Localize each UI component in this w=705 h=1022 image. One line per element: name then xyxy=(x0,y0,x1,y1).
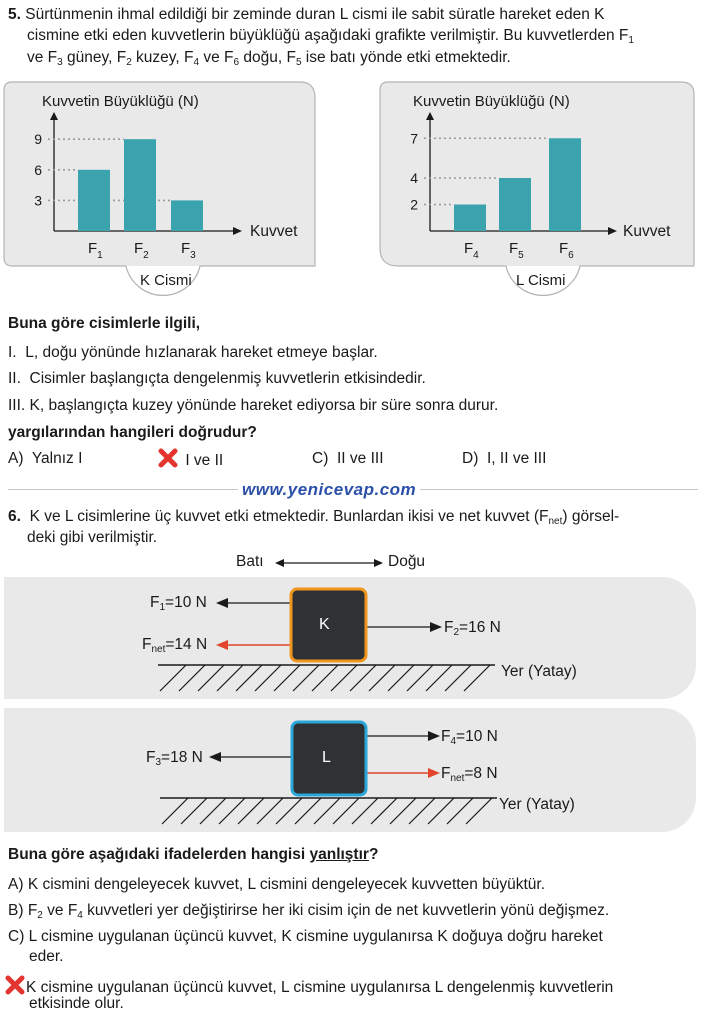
q5-text-1: Sürtünmenin ihmal edildiği bir zeminde duran L cismi ile sabit süratle hareket eden K xyxy=(25,6,605,23)
q6-question: Buna göre aşağıdaki ifadelerden hangisi yanlıştır? xyxy=(8,846,379,863)
q6-option-d[interactable]: K cismine uygulanan üçüncü kuvvet, L cismine uygulanırsa L dengelenmiş kuvvetlerin xyxy=(4,974,613,997)
q6-option-d-cont: etkisinde olur. xyxy=(29,995,124,1012)
force-f2-label: $F_2=16$ N xyxy=(444,619,501,638)
box-k-label: K xyxy=(319,616,330,633)
q5-line-3: ve $F_3$ güney, $F_2$ kuzey, $F_4$ ve $F_6$ doğu, $F_5$ ise batı yönde etki etmektedir. xyxy=(27,49,511,68)
force-f4-label: $F_4=10$ N xyxy=(441,728,498,747)
x-tick-label: $F_2$ xyxy=(134,240,149,261)
q5-number: 5. xyxy=(8,6,21,23)
x-tick-label: $F_5$ xyxy=(509,240,524,261)
force-fnet-k-label: $F_{net}=14$ N xyxy=(142,636,208,655)
direction-east: Doğu xyxy=(388,553,426,570)
q5-option-d[interactable]: D) I, II ve III xyxy=(462,450,547,467)
q5-option-a[interactable]: A) Yalnız I xyxy=(8,450,83,467)
chart-k-title: Kuvvetin Büyüklüğü (N) xyxy=(42,93,199,110)
q6-option-c-cont: eder. xyxy=(29,948,64,965)
q5-statement-2: II. Cisimler başlangıçta dengelenmiş kuvvetlerin etkisindedir. xyxy=(8,370,426,387)
watermark: www.yenicevap.com xyxy=(238,480,420,500)
bar-f2 xyxy=(124,139,156,231)
q5-statement-3: III. K, başlangıçta kuzey yönünde hareket ediyorsa bir süre sonra durur. xyxy=(8,397,499,414)
chart-l-object-label: L Cismi xyxy=(516,272,566,289)
y-tick-label: 4 xyxy=(410,170,418,186)
y-tick-label: 9 xyxy=(34,131,42,148)
bar-f1 xyxy=(78,170,110,231)
bar-f4 xyxy=(454,205,486,232)
cross-mark-icon xyxy=(4,974,26,996)
y-tick-label: 6 xyxy=(34,161,42,178)
q5-question-tail: yargılarından hangileri doğrudur? xyxy=(8,424,257,441)
chart-k xyxy=(0,78,330,303)
q5-option-c[interactable]: C) II ve III xyxy=(312,450,384,467)
y-tick-label: 2 xyxy=(410,196,418,213)
force-f1-label: $F_1=10$ N xyxy=(150,594,207,613)
box-l-label: L xyxy=(322,749,331,766)
x-tick-label: $F_1$ xyxy=(88,240,103,261)
bar-f6 xyxy=(549,138,581,231)
ground-l-label: Yer (Yatay) xyxy=(499,796,575,813)
double-arrow-icon xyxy=(275,556,383,570)
q5-line-2: cismine etki eden kuvvetlerin büyüklüğü aşağıdaki grafikte verilmiştir. Bu kuvvetlerden $F_1$ xyxy=(27,27,634,46)
ground-k-label: Yer (Yatay) xyxy=(501,663,577,680)
q6-line-2: deki gibi verilmiştir. xyxy=(27,529,158,546)
q6-option-a[interactable]: A) K cismini dengeleyecek kuvvet, L cismini dengeleyecek kuvvetten büyüktür. xyxy=(8,876,546,893)
chart-k-object-label: K Cismi xyxy=(140,272,192,289)
y-tick-label: 3 xyxy=(34,192,42,209)
x-tick-label: $F_6$ xyxy=(559,240,574,261)
q5-line-1 xyxy=(8,6,605,24)
force-f3-label: $F_3=18$ N xyxy=(146,749,203,768)
chart-l-xlabel: Kuvvet xyxy=(623,223,671,240)
q6-line-1: 6. K ve L cisimlerine üç kuvvet etki etmektedir. Bunlardan ikisi ve net kuvvet $(F_{net})$ görsel- xyxy=(8,508,620,527)
q5-option-b[interactable]: I ve II xyxy=(157,447,223,470)
bar-f3 xyxy=(171,200,203,231)
chart-k-xlabel: Kuvvet xyxy=(250,223,298,240)
chart-l-title: Kuvvetin Büyüklüğü (N) xyxy=(413,93,570,110)
figure-k xyxy=(0,577,705,699)
figure-l xyxy=(0,708,705,832)
chart-l xyxy=(376,78,705,303)
x-tick-label: $F_3$ xyxy=(181,240,196,261)
y-tick-label: 7 xyxy=(410,130,418,147)
direction-west: Batı xyxy=(236,553,264,570)
q6-option-c[interactable]: C) L cismine uygulanan üçüncü kuvvet, K cismine uygulanırsa K doğuya doğru hareket xyxy=(8,928,603,945)
q5-question-lead: Buna göre cisimlerle ilgili, xyxy=(8,315,201,332)
q5-statement-1: I. L, doğu yönünde hızlanarak hareket etmeye başlar. xyxy=(8,344,378,361)
cross-mark-icon xyxy=(157,447,179,469)
bar-f5 xyxy=(499,178,531,231)
force-fnet-l-label: $F_{net}=8$ N xyxy=(441,765,498,784)
x-tick-label: $F_4$ xyxy=(464,240,479,261)
q6-option-b[interactable]: B) $F_2$ ve $F_4$ kuvvetleri yer değiştirirse her iki cisim için de net kuvvetlerin yönü değişmez. xyxy=(8,902,610,921)
